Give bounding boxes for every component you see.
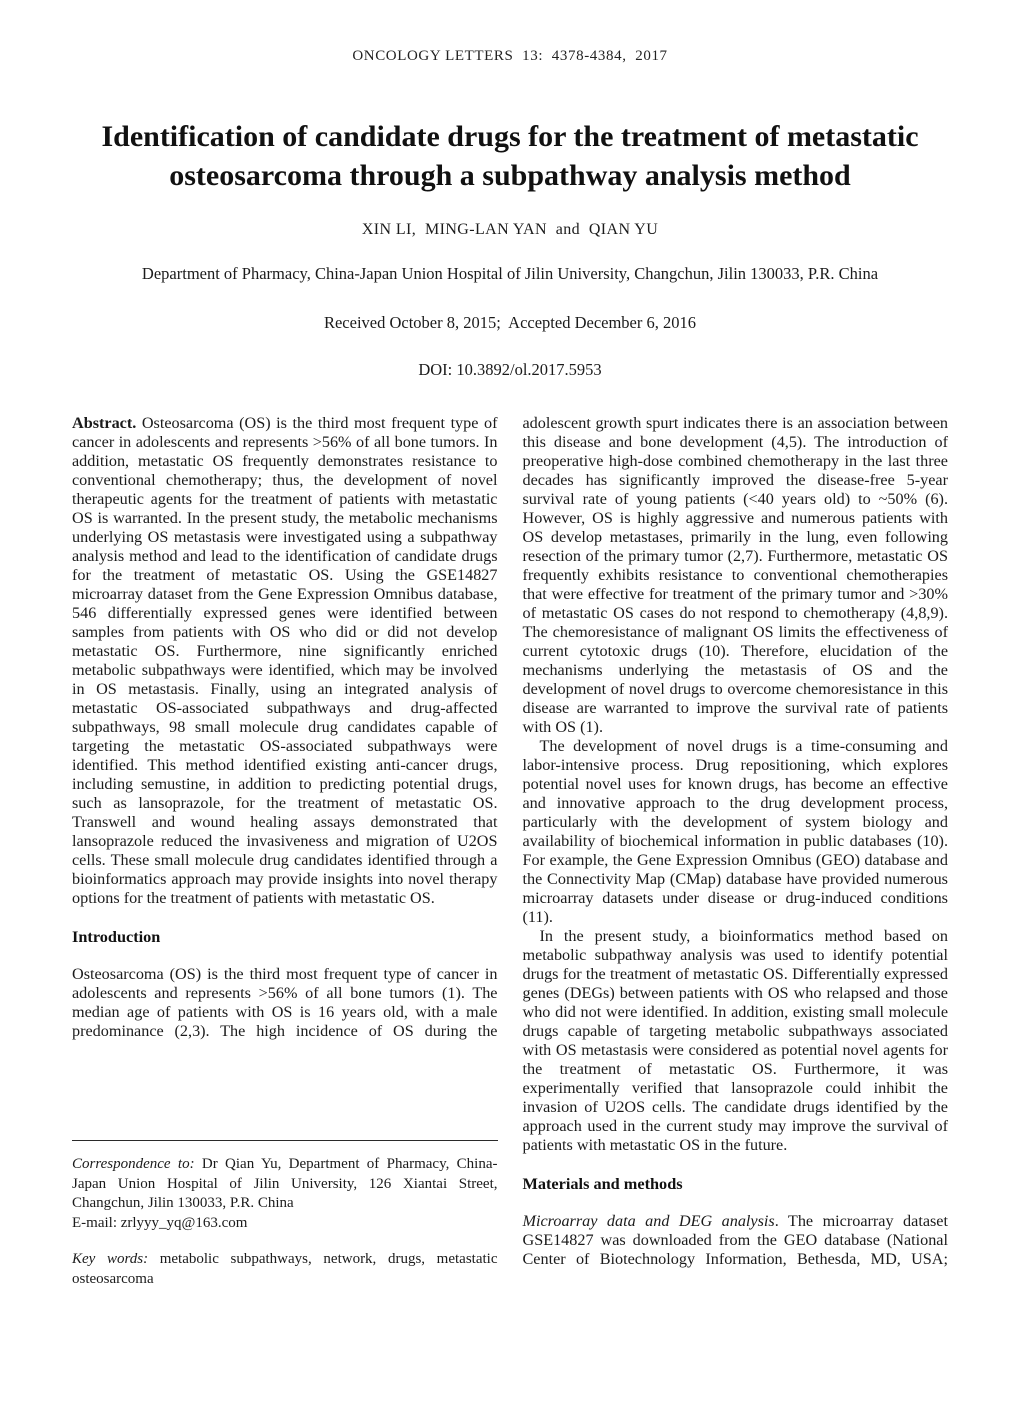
footnote-block [72,1140,498,1289]
journal-header: ONCOLOGY LETTERS 13: 4378-4384, 2017 [352,48,668,64]
page-title [72,117,948,195]
keywords-label: Key words: [72,1251,149,1267]
abstract-paragraph [72,414,498,908]
affiliation-line: Department of Pharmacy, China-Japan Union Hospital of Jilin University, Changchun, Jilin 130033, P.R. China [141,264,879,283]
keywords-paragraph [72,1250,498,1289]
doi-line: DOI: 10.3892/ol.2017.5953 [418,360,602,379]
footnote-divider [72,1140,498,1141]
left-column [72,414,498,1289]
introduction-heading: Introduction [72,927,161,946]
correspondence-paragraph [72,1155,498,1214]
received-accepted-line: Received October 8, 2015; Accepted December 6, 2016 [323,313,697,332]
keywords-text: metabolic subpathways, network, drugs, metastatic osteosarcoma [72,1251,498,1287]
body-paragraph-3: In the present study, a bioinformatics method based on metabolic subpathway analysis was used to identify potential drugs for the treatment of metastatic OS. Differentially expressed genes (DEGs) between patients with OS who relapsed and those who did not were identified. In addition, existing small molecule drugs capable of targeting metabolic subpathways associated with OS metastasis were considered as potential novel agents for the treatment of metastatic OS. Furthermore, it was experimentally verified that lansoprazole could inhibit the invasion of U2OS cells. The candidate drugs identified by the approach used in the current study may improve the survival of patients with metastatic OS in the future. [522,927,948,1154]
methods-text: . The microarray dataset GSE14827 was downloaded from the GEO database (National Center of Biotechnology Information, Bethesda, MD, USA; [522,1212,948,1268]
introduction-paragraph: Osteosarcoma (OS) is the third most frequent type of cancer in adolescents and represents >56% of all bone tumors (1). The median age of patients with OS is 16 years old, with a male predominance (2,3). The high incidence of OS during the [72,965,498,1040]
body-paragraph-2: The development of novel drugs is a time-consuming and labor-intensive process. Drug repositioning, which explores potential novel uses for known drugs, has become an effective and innovative approach to the drug development process, particularly with the development of system biology and availability of biochemical information in public databases (10). For example, the Gene Expression Omnibus (GEO) database and the Connectivity Map (CMap) database have provided numerous microarray datasets under disease or drug-induced conditions (11). [522,737,948,926]
title-line-1: Identification of candidate drugs for the treatment of metastatic [101,120,919,153]
correspondence-label: Correspondence to: [72,1156,195,1172]
correspondence-text: Dr Qian Yu, Department of Pharmacy, China-Japan Union Hospital of Jilin University, 126 Xiantai Street, Changchun, Jilin 130033, P.R. China [72,1156,498,1211]
email-line: E-mail: zrlyyy_yq@163.com [72,1214,248,1231]
body-paragraph-1: adolescent growth spurt indicates there is an association between this disease and bone development (4,5). The introduction of preoperative high-dose combined chemotherapy in the last three decades has significantly improved the disease-free 5-year survival rate of young patients (<40 years old) to ~50% (6). However, OS is highly aggressive and numerous patients with OS develop metastases, primarily in the lung, even following resection of the primary tumor (2,7). Furthermore, metastatic OS frequently exhibits resistance to conventional chemotherapies that were effective for treatment of the primary tumor and >30% of metastatic OS cases do not respond to chemotherapy (4,8,9). The chemoresistance of malignant OS limits the effectiveness of current cytotoxic drugs (10). Therefore, elucidation of the mechanisms underlying the metastasis of OS and the development of novel drugs to overcome chemoresistance in this disease are warranted to improve the survival rate of patients with OS (1). [522,414,948,736]
abstract-label: Abstract. [72,414,137,432]
title-line-2: osteosarcoma through a subpathway analysis method [169,159,851,192]
right-column [523,414,949,1289]
methods-paragraph [523,1212,949,1269]
materials-methods-heading: Materials and methods [522,1174,683,1193]
methods-lead: Microarray data and DEG analysis [522,1212,775,1230]
abstract-text: Osteosarcoma (OS) is the third most frequent type of cancer in adolescents and represents >56% of all bone tumors. In addition, metastatic OS frequently demonstrates resistance to conventional chemotherapy; thus, the development of novel therapeutic agents for the treatment of patients with metastatic OS is warranted. In the present study, the metabolic mechanisms underlying OS metastasis were investigated using a subpathway analysis method and lead to the identification of candidate drugs for the treatment of metastatic OS. Using the GSE14827 microarray dataset from the Gene Expression Omnibus database, 546 differentially expressed genes were identified between samples from patients with OS who did or did not develop metastatic OS. Furthermore, nine significantly enriched metabolic subpathways were identified, which may be involved in OS metastasis. Finally, using an integrated analysis of metastatic OS-associated subpathways and drug-affected subpathways, 98 small molecule drug candidates capable of targeting the metastatic OS-associated subpathways were identified. This method identified existing anti-cancer drugs, including semustine, in addition to predicting potential drugs, such as lansoprazole, for the treatment of metastatic OS. Transwell and wound healing assays demonstrated that lansoprazole reduced the invasiveness and migration of U2OS cells. These small molecule drug candidates identified through a bioinformatics approach may provide insights into novel therapy options for the treatment of patients with metastatic OS. [72,414,498,907]
authors-line: XIN LI, MING-LAN YAN and QIAN YU [361,221,659,238]
two-column-body [72,414,948,1289]
